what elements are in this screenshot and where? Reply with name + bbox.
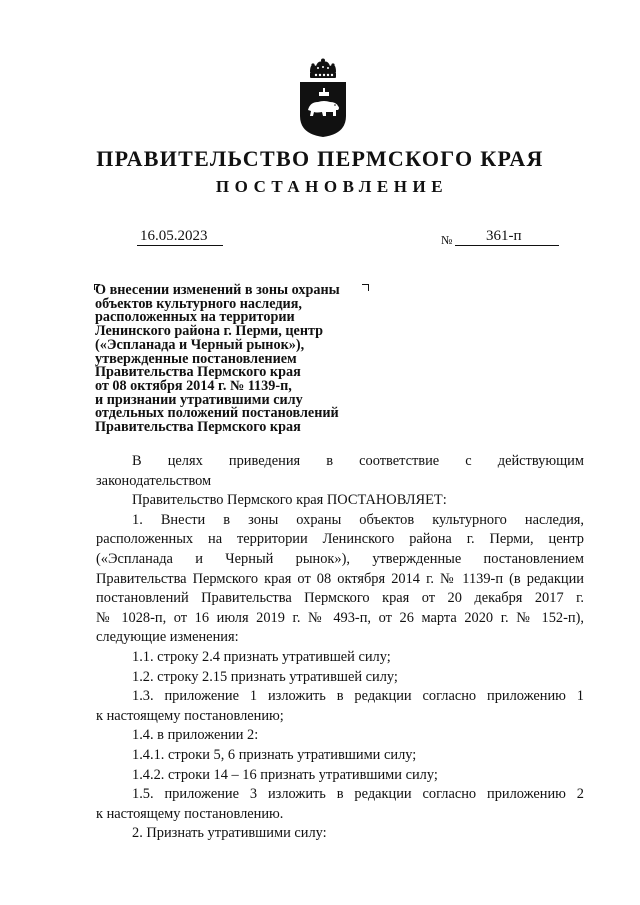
document-number: 361-п [486,228,522,244]
body-line: 1.1. строку 2.4 признать утратившей силу; [132,648,391,665]
title-line: («Эспланада и Черный рынок»), [95,336,305,353]
body-line: к настоящему постановлению. [96,805,284,822]
body-line: законодательством [96,472,212,489]
body-line: 1.4.1. строки 5, 6 признать утратившими силу; [132,746,417,763]
body-line: постановлений Правительства Пермского края от 20 декабря 2017 г. [96,590,584,607]
body-line: 1.3. приложение 1 изложить в редакции согласно приложению 1 [132,688,584,705]
body-line: расположенных на территории Ленинского района г. Перми, центр [96,531,584,548]
date-underline [137,245,223,246]
body-line: Правительство Пермского края ПОСТАНОВЛЯЕТ: [132,492,447,509]
body-line: 1.4.2. строки 14 – 16 признать утратившими силу; [132,766,438,783]
title-line: О внесении изменений в зоны охраны [95,282,340,298]
title-line: расположенных на территории [95,309,295,326]
number-underline [455,245,559,246]
body-line: следующие изменения: [96,629,239,646]
document-date: 16.05.2023 [140,228,208,244]
body-line: к настоящему постановлению; [96,707,284,724]
title-line: объектов культурного наследия, [95,295,302,312]
body-line: 2. Признать утратившими силу: [132,825,327,842]
organization-heading: ПРАВИТЕЛЬСТВО ПЕРМСКОГО КРАЯ [96,146,544,171]
body-line: («Эспланада и Черный рынок»), утвержденные постановлением [96,550,584,567]
title-line: Правительства Пермского края [95,364,301,381]
body-line: 1. Внести в зоны охраны объектов культурного наследия, [132,511,584,528]
document-body [96,452,584,844]
coat-of-arms-icon [296,58,350,138]
title-line: утвержденные постановлением [95,350,297,367]
number-sign: № [441,233,453,247]
body-line: В целях приведения в соответствие с действующим [132,453,584,469]
title-line: от 08 октября 2014 г. № 1139-п, [95,377,292,394]
title-line: Ленинского района г. Перми, центр [95,323,324,340]
body-line: Правительства Пермского края от 08 октября 2014 г. № 1139-п (в редакции [96,570,584,587]
document-title [95,284,385,435]
body-line: № 1028-п, от 16 июля 2019 г. № 493-п, от 26 марта 2020 г. № 152-п), [96,609,584,626]
title-line: и признании утратившими силу [95,391,303,408]
document-type-heading: ПОСТАНОВЛЕНИЕ [215,177,449,196]
title-line: отдельных положений постановлений [95,405,339,422]
body-line: 1.2. строку 2.15 признать утратившей силу; [132,668,398,685]
title-line: Правительства Пермского края [95,419,301,436]
body-line: 1.5. приложение 3 изложить в редакции согласно приложению 2 [132,786,584,803]
body-line: 1.4. в приложении 2: [132,727,259,744]
